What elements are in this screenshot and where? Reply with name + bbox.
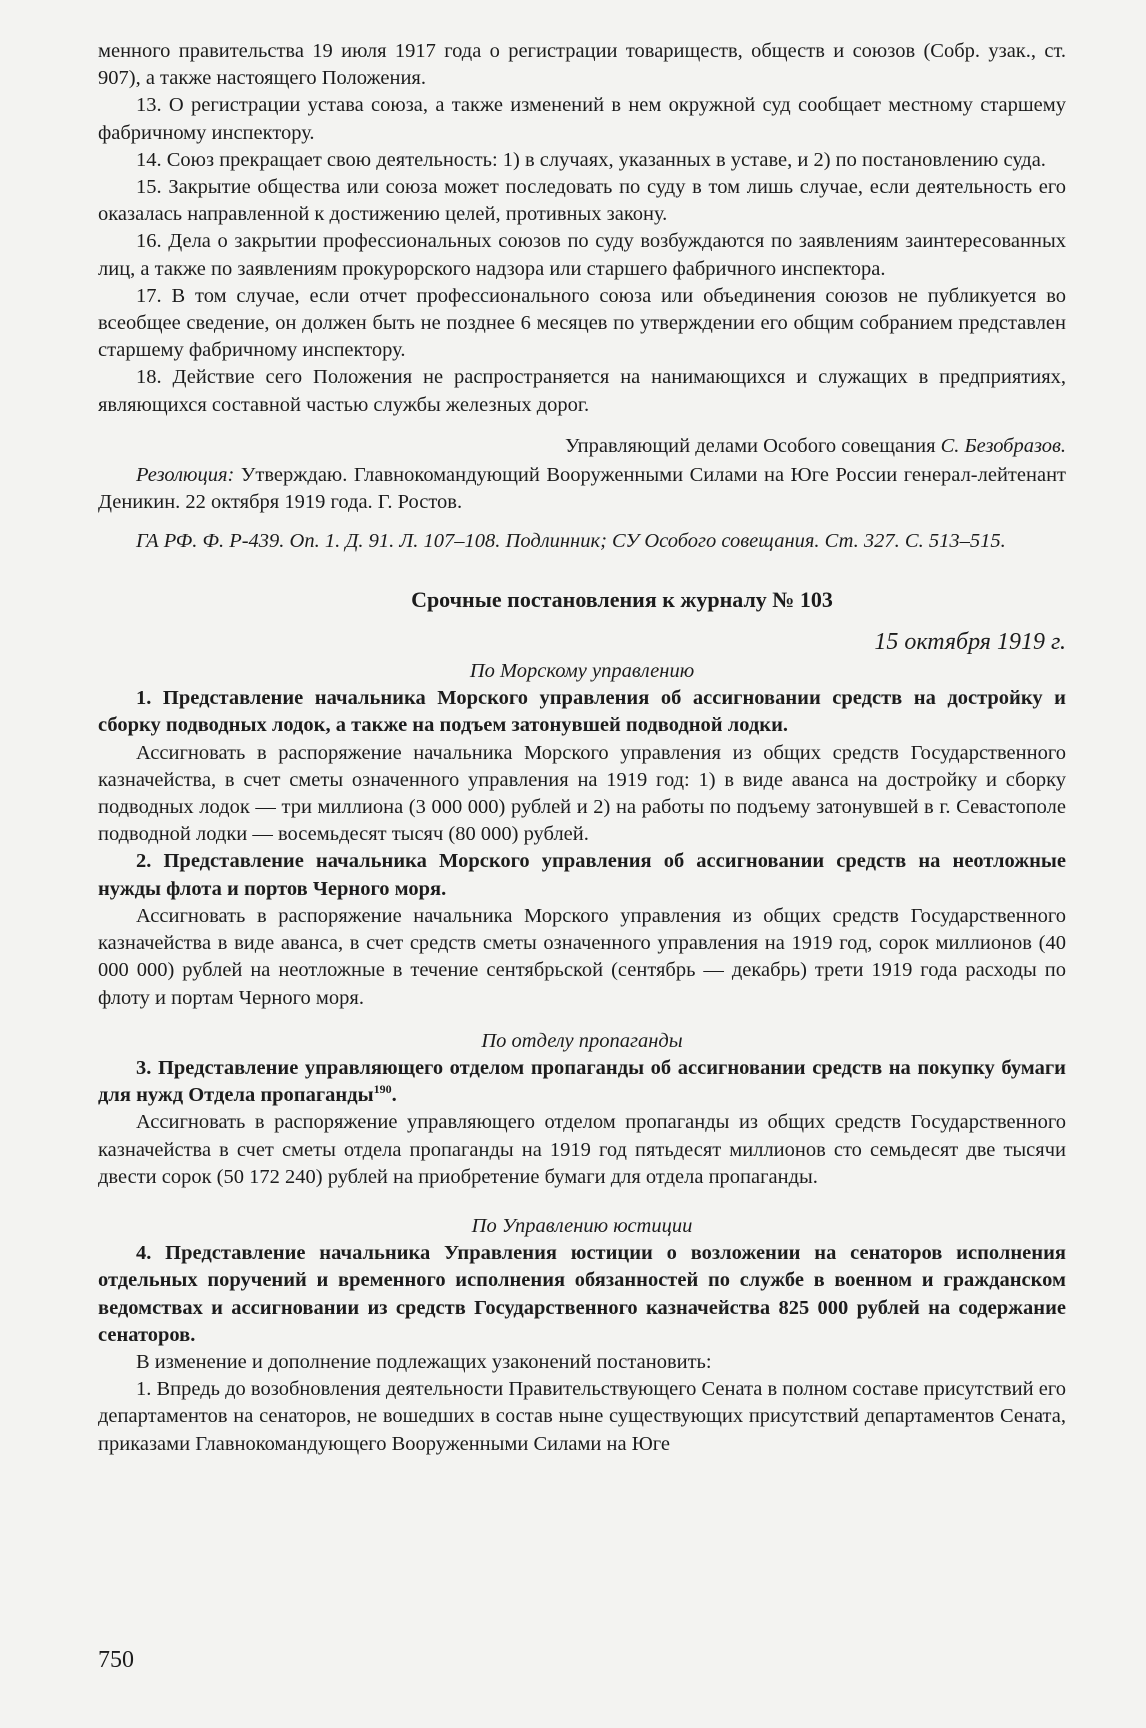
resolution-label: Резолюция: — [136, 464, 235, 487]
paragraph-15: 15. Закрытие общества или союза может последовать по суду в том лишь случае, если деятельность его оказалась направленной к достижению целей, противных закону. — [98, 176, 1066, 226]
archive-source: ГА РФ. Ф. Р-439. Оп. 1. Д. 91. Л. 107–108. Подлинник; СУ Особого совещания. Ст. 327. С. 513–515. — [136, 530, 1006, 553]
dept-heading-propaganda: По отделу пропаганды — [481, 1029, 683, 1052]
item-4-point-1: 1. Впредь до возобновления деятельности Правительствующего Сената в полном составе присутствий его департаментов на сенаторов, не вошедших в состав ныне существующих присутствий департаментов Сената, приказами Главнокомандующего Вооруженными Силами на Юге — [98, 1378, 1066, 1455]
dept-heading-justice: По Управлению юстиции — [471, 1214, 693, 1237]
item-2-heading: 2. Представление начальника Морского управления об ассигновании средств на неотложные нужды флота и портов Черного моря. — [98, 850, 1066, 900]
resolution-text: Утверждаю. Главнокомандующий Вооруженными Силами на Юге России генерал-лейтенант Деникин. 22 октября 1919 года. Г. Ростов. — [98, 464, 1066, 514]
paragraph-16: 16. Дела о закрытии профессиональных союзов по суду возбуждаются по заявлениям заинтересованных лиц, а также по заявлениям прокурорского надзора или старшего фабричного инспектора. — [98, 230, 1066, 280]
item-2-text: Ассигновать в распоряжение начальника Морского управления из общих средств Государственного казначейства в виде аванса, в счет средств сметы означенного управления на 1919 год, сорок миллионов (40 000 000) рублей на неотложные в течение сентябрьской (сентябрь — декабрь) трети 1919 года расходы по флоту и портам Черного моря. — [98, 904, 1066, 1009]
dept-heading-naval: По Морскому управлению — [469, 660, 695, 683]
item-4-heading: 4. Представление начальника Управления юстиции о возложении на сенаторов исполнения отдельных поручений и временного исполнения обязанностей по службе в военном и гражданском ведомствах и ассигновании из средств Государственного казначейства 825 000 рублей на содержание сенаторов. — [98, 1242, 1066, 1346]
paragraph-18: 18. Действие сего Положения не распространяется на нанимающихся и служащих в предприятиях, являющихся составной частью службы железных дорог. — [98, 366, 1066, 416]
item-1-heading: 1. Представление начальника Морского управления об ассигновании средств на достройку и сборку подводных лодок, а также на подъем затонувшей подводной лодки. — [98, 687, 1066, 737]
section-title: Срочные постановления к журналу № 103 — [411, 586, 833, 612]
paragraph-14: 14. Союз прекращает свою деятельность: 1) в случаях, указанных в уставе, и 2) по постановлению суда. — [136, 148, 1046, 171]
document-page — [98, 38, 1066, 1458]
footnote-mark: 190 — [373, 1082, 392, 1097]
item-3-heading-text: 3. Представление управляющего отделом пропаганды об ассигновании средств на покупку бумаги для нужд Отдела пропаганды — [98, 1056, 1066, 1107]
item-4-intro: В изменение и дополнение подлежащих узаконений постановить: — [136, 1350, 712, 1373]
page-number: 750 — [98, 1647, 134, 1673]
signature-line — [98, 433, 1066, 460]
item-3-text: Ассигновать в распоряжение управляющего отделом пропаганды из общих средств Государственного казначейства в счет сметы отдела пропаганды на 1919 год пятьдесят миллионов сто семьдесят две тысячи двести сорок (50 172 240) рублей на приобретение бумаги для отдела пропаганды. — [98, 1111, 1066, 1188]
item-1-text: Ассигновать в распоряжение начальника Морского управления из общих средств Государственного казначейства, в счет сметы означенного управления на 1919 год: 1) в виде аванса на достройку и сборку подводных лодок — три миллиона (3 000 000) рублей и 2) на работы по подъему затонувшей в г. Севастополе подводной лодки — восемьдесят тысяч (80 000) рублей. — [98, 741, 1066, 846]
signature-text: Управляющий делами Особого совещания — [564, 434, 941, 457]
item-3-heading: 3. Представление управляющего отделом пропаганды об ассигновании средств на покупку бумаги для нужд Отдела пропаганды$^{190}$. — [98, 1056, 1066, 1107]
signature-name: С. Безобразов. — [940, 434, 1066, 457]
paragraph-17: 17. В том случае, если отчет профессионального союза или объединения союзов не публикуется во всеобщее сведение, он должен быть не позднее 6 месяцев по утверждении его общим собранием представлен старшему фабричному инспектору. — [98, 284, 1066, 362]
paragraph-13: 13. О регистрации устава союза, а также изменений в нем окружной суд сообщает местному старшему фабричному инспектору. — [98, 94, 1066, 144]
resolution — [98, 462, 1066, 516]
section-date: 15 октября 1919 г. — [874, 628, 1066, 655]
paragraph-continuation: менного правительства 19 июля 1917 года о регистрации товариществ, обществ и союзов (Собр. узак., ст. 907), а также настоящего Положения. — [98, 40, 1066, 90]
